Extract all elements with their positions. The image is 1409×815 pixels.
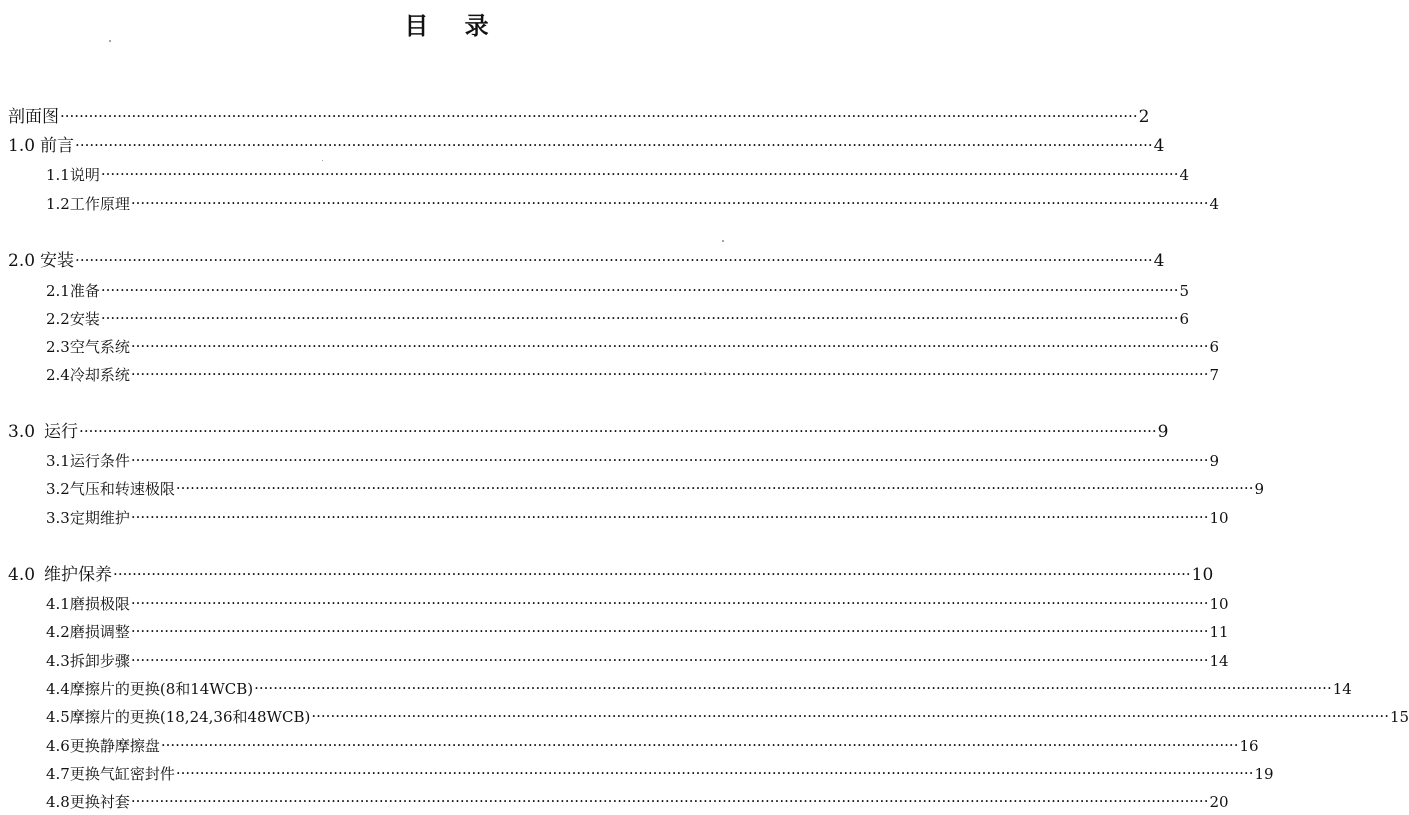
toc-entry-label: 冷却系统 (69, 366, 130, 384)
toc-entry-page: 6 (1209, 338, 1220, 356)
toc-leader-dots (311, 704, 1389, 728)
toc-entry-label: 维护保养 (44, 565, 113, 585)
toc-entry-page: 20 (1209, 793, 1229, 811)
toc-entry-page: 14 (1332, 680, 1352, 698)
toc-entry-label: 磨损调整 (69, 623, 130, 641)
scan-speck (109, 40, 111, 42)
toc-entry-number: 4.8 (46, 793, 70, 811)
toc-entry-number: 3.1 (46, 452, 70, 470)
toc-entry-1-0[interactable] (8, 134, 1165, 158)
toc-entry-page: 14 (1209, 652, 1229, 670)
toc-entry-page: 6 (1179, 310, 1190, 328)
toc-entry-page: 7 (1209, 366, 1220, 384)
toc-entry-3-1[interactable] (46, 449, 1220, 473)
toc-entry-label: 准备 (69, 282, 100, 300)
toc-entry-label: 运行 (44, 422, 79, 442)
toc-entry-page: 9 (1209, 452, 1220, 470)
toc-entry-label: 摩擦片的更换(18,24,36和48WCB) (69, 708, 311, 726)
toc-entry-number: 1.2 (46, 195, 70, 213)
toc-entry-2-0[interactable] (8, 249, 1165, 273)
toc-entry-label: 安装 (69, 310, 100, 328)
toc-entry-4-7[interactable] (46, 762, 1274, 786)
toc-entry-label: 定期维护 (69, 509, 130, 527)
toc-entry-number: 4.5 (46, 708, 70, 726)
toc-entry-page: 5 (1179, 282, 1190, 300)
toc-leader-dots (131, 789, 1209, 813)
toc-entry-3-2[interactable] (46, 477, 1265, 501)
toc-entry-4-3[interactable] (46, 649, 1229, 673)
toc-entry-label: 空气系统 (69, 338, 130, 356)
toc-entry-number: 2.2 (46, 310, 70, 328)
toc-entry-4-8[interactable] (46, 790, 1229, 814)
toc-entry-section-view[interactable] (8, 105, 1150, 129)
toc-entry-label: 说明 (69, 166, 100, 184)
toc-entry-4-5[interactable] (46, 705, 1409, 729)
toc-entry-label: 摩擦片的更换(8和14WCB) (69, 680, 254, 698)
toc-entry-label: 气压和转速极限 (69, 480, 175, 498)
toc-leader-dots (60, 104, 1138, 128)
toc-entry-label: 安装 (40, 251, 75, 271)
toc-entry-4-1[interactable] (46, 592, 1229, 616)
toc-entry-number: 4.2 (46, 623, 70, 641)
toc-entry-4-0[interactable] (8, 563, 1214, 587)
toc-leader-dots (176, 476, 1254, 500)
toc-leader-dots (101, 278, 1179, 302)
toc-entry-3-0[interactable] (8, 420, 1169, 444)
scan-speck (704, 372, 706, 374)
toc-entry-label: 拆卸步骤 (69, 652, 130, 670)
toc-entry-page: 10 (1191, 565, 1214, 585)
page-title: 目 录 (404, 11, 503, 40)
toc-entry-2-1[interactable] (46, 279, 1190, 303)
toc-entry-number: 2.3 (46, 338, 70, 356)
toc-entry-label: 更换气缸密封件 (69, 765, 175, 783)
toc-entry-page: 15 (1389, 708, 1409, 726)
toc-entry-number: 4.1 (46, 595, 70, 613)
toc-entry-label: 更换衬套 (69, 793, 130, 811)
toc-entry-label: 运行条件 (69, 452, 130, 470)
toc-leader-dots (254, 676, 1332, 700)
toc-entry-1-1[interactable] (46, 163, 1190, 187)
toc-leader-dots (101, 162, 1179, 186)
toc-leader-dots (131, 448, 1209, 472)
toc-entry-number: 2.4 (46, 366, 70, 384)
toc-entry-label: 工作原理 (69, 195, 130, 213)
toc-entry-number: 4.0 (8, 565, 36, 585)
toc-entry-number: 4.4 (46, 680, 70, 698)
toc-entry-number: 2.1 (46, 282, 70, 300)
toc-entry-page: 2 (1138, 107, 1150, 127)
toc-entry-label: 更换静摩擦盘 (69, 737, 160, 755)
toc-entry-4-4[interactable] (46, 677, 1352, 701)
toc-entry-label: 磨损极限 (69, 595, 130, 613)
toc-entry-number: 3.3 (46, 509, 70, 527)
toc-entry-label: 剖面图 (8, 107, 59, 127)
toc-leader-dots (131, 619, 1209, 643)
toc-entry-page: 4 (1179, 166, 1190, 184)
toc-leader-dots (131, 362, 1209, 386)
toc-entry-page: 9 (1254, 480, 1265, 498)
toc-entry-number: 4.3 (46, 652, 70, 670)
toc-entry-number: 2.0 (8, 251, 36, 271)
toc-leader-dots (131, 191, 1209, 215)
toc-leader-dots (75, 248, 1153, 272)
toc-entry-page: 4 (1153, 251, 1165, 271)
toc-leader-dots (131, 591, 1209, 615)
toc-leader-dots (113, 562, 1191, 586)
toc-entry-page: 10 (1209, 595, 1229, 613)
toc-entry-page: 4 (1153, 136, 1165, 156)
toc-entry-3-3[interactable] (46, 506, 1229, 530)
toc-entry-number: 4.7 (46, 765, 70, 783)
toc-entry-page: 4 (1209, 195, 1220, 213)
toc-entry-number: 3.2 (46, 480, 70, 498)
toc-entry-2-2[interactable] (46, 307, 1190, 331)
toc-entry-page: 11 (1209, 623, 1229, 641)
toc-entry-2-3[interactable] (46, 335, 1220, 359)
toc-leader-dots (131, 505, 1209, 529)
toc-leader-dots (79, 419, 1157, 443)
toc-leader-dots (101, 306, 1179, 330)
toc-entry-page: 10 (1209, 509, 1229, 527)
toc-entry-4-2[interactable] (46, 620, 1229, 644)
scan-speck (322, 160, 323, 161)
toc-entry-number: 3.0 (8, 422, 36, 442)
toc-leader-dots (131, 334, 1209, 358)
toc-entry-number: 4.6 (46, 737, 70, 755)
toc-entry-number: 1.1 (46, 166, 70, 184)
toc-entry-page: 16 (1239, 737, 1259, 755)
toc-entry-page: 9 (1157, 422, 1169, 442)
toc-leader-dots (161, 733, 1239, 757)
toc-leader-dots (131, 648, 1209, 672)
toc-entry-1-2[interactable] (46, 192, 1220, 216)
toc-entry-number: 1.0 (8, 136, 36, 156)
toc-entry-label: 前言 (40, 136, 75, 156)
scan-speck (722, 240, 724, 242)
toc-leader-dots (176, 761, 1254, 785)
toc-entry-2-4[interactable] (46, 363, 1220, 387)
toc-entry-4-6[interactable] (46, 734, 1259, 758)
toc-leader-dots (75, 133, 1153, 157)
toc-entry-page: 19 (1254, 765, 1274, 783)
